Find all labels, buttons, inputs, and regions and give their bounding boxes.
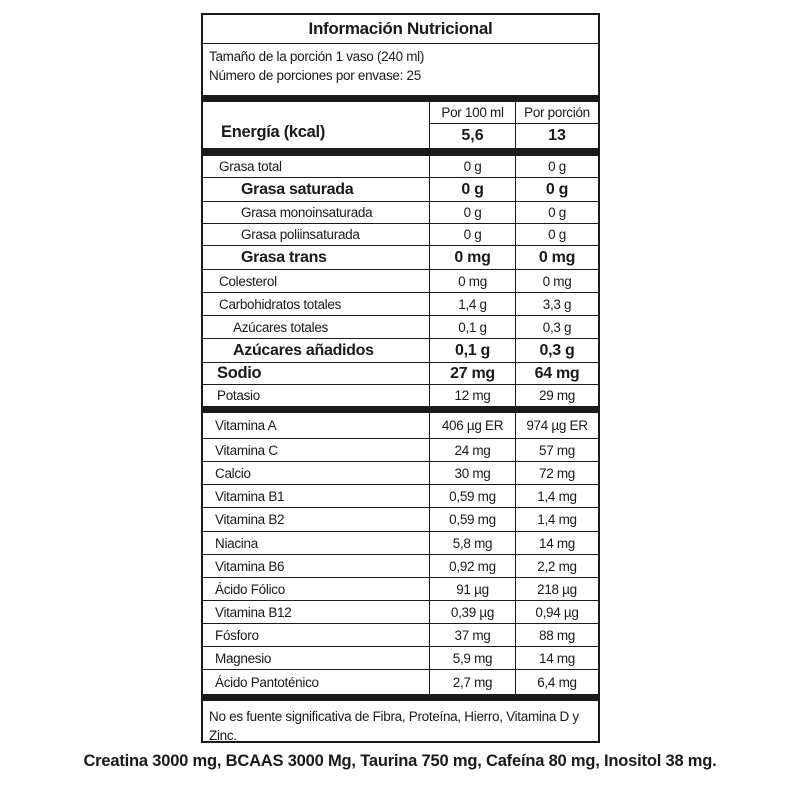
table-row <box>203 578 598 601</box>
vitamin-per-serving: 218 µg <box>515 578 598 600</box>
vitamin-label: Vitamina B1 <box>215 488 285 504</box>
nutrient-per100: 0,1 g <box>429 316 515 338</box>
vitamin-label: Vitamina B12 <box>215 604 292 620</box>
column-header-per100: Por 100 ml <box>430 102 515 124</box>
vitamin-per-serving: 6,4 mg <box>515 670 598 694</box>
nutrient-label: Grasa trans <box>241 248 327 266</box>
vitamin-label: Calcio <box>215 465 251 481</box>
serving-info <box>203 44 598 95</box>
vitamin-label: Ácido Fólico <box>215 581 285 597</box>
per100-column <box>429 102 515 148</box>
vitamin-label: Vitamina A <box>215 418 277 433</box>
vitamin-per100: 0,39 µg <box>429 601 515 623</box>
nutrient-per-serving: 0,3 g <box>515 316 598 338</box>
vitamin-per100: 0,59 mg <box>429 485 515 507</box>
vitamin-per-serving: 1,4 mg <box>515 508 598 531</box>
vitamin-per-serving: 2,2 mg <box>515 555 598 577</box>
vitamin-per100: 37 mg <box>429 624 515 646</box>
nutrient-per-serving: 29 mg <box>515 385 598 406</box>
serving-size: Tamaño de la porción 1 vaso (240 ml) <box>209 49 425 64</box>
table-row <box>203 202 598 224</box>
per-serving-column <box>515 102 598 148</box>
nutrient-per100: 1,4 g <box>429 293 515 315</box>
vitamin-label: Niacina <box>215 535 258 551</box>
table-row <box>203 413 598 439</box>
nutrient-label: Grasa total <box>219 159 282 174</box>
table-row <box>203 508 598 532</box>
energy-row <box>203 102 598 149</box>
table-row <box>203 293 598 316</box>
table-row <box>203 555 598 578</box>
table-row <box>203 316 598 339</box>
vitamin-per-serving: 14 mg <box>515 532 598 554</box>
vitamins-table <box>203 413 598 694</box>
nutrient-per100: 0 mg <box>429 246 515 269</box>
nutrient-label: Grasa poliinsaturada <box>241 227 360 242</box>
table-row <box>203 246 598 270</box>
table-row <box>203 532 598 555</box>
divider-bar <box>203 694 598 701</box>
table-row <box>203 270 598 293</box>
nutrient-label: Grasa monoinsaturada <box>241 205 373 220</box>
nutrient-per100: 0 g <box>429 202 515 223</box>
vitamin-per100: 406 µg ER <box>429 413 515 438</box>
nutrient-per-serving: 3,3 g <box>515 293 598 315</box>
energy-per100: 5,6 <box>461 127 484 144</box>
nutrient-per-serving: 0 g <box>515 156 598 177</box>
table-row <box>203 647 598 670</box>
nutrient-label: Carbohidratos totales <box>219 296 342 312</box>
column-header-per-serving: Por porción <box>516 102 598 124</box>
nutrient-label: Grasa saturada <box>241 180 354 198</box>
vitamin-label: Magnesio <box>215 650 272 666</box>
nutrients-table <box>203 156 598 406</box>
label-title: Información Nutricional <box>203 15 598 44</box>
nutrition-facts-label <box>201 13 600 743</box>
vitamin-per-serving: 0,94 µg <box>515 601 598 623</box>
divider-bar <box>203 95 598 102</box>
vitamin-per-serving: 14 mg <box>515 647 598 669</box>
nutrition-note: No es fuente significativa de Fibra, Proteína, Hierro, Vitamina D y Zinc. <box>209 709 579 743</box>
vitamin-per-serving: 57 mg <box>515 439 598 461</box>
divider-bar <box>203 406 598 413</box>
nutrient-per-serving: 64 mg <box>515 363 598 384</box>
nutrient-per-serving: 0 g <box>515 224 598 245</box>
nutrient-per100: 0 g <box>429 156 515 177</box>
nutrient-label: Azúcares añadidos <box>233 341 374 359</box>
table-row <box>203 670 598 694</box>
nutrient-label: Azúcares totales <box>233 319 328 335</box>
table-row <box>203 224 598 246</box>
vitamin-per-serving: 974 µg ER <box>515 413 598 438</box>
additional-ingredients: Creatina 3000 mg, BCAAS 3000 Mg, Taurina 750 mg, Cafeína 80 mg, Inositol 38 mg. <box>83 752 717 770</box>
table-row <box>203 385 598 406</box>
table-row <box>203 178 598 202</box>
nutrient-per100: 0 mg <box>429 270 515 292</box>
vitamin-per100: 5,9 mg <box>429 647 515 669</box>
vitamin-per100: 2,7 mg <box>429 670 515 694</box>
nutrient-per100: 27 mg <box>429 363 515 384</box>
nutrient-per-serving: 0,3 g <box>515 339 598 362</box>
table-row <box>203 439 598 462</box>
servings-per-container: Número de porciones por envase: 25 <box>209 68 421 83</box>
nutrient-per-serving: 0 g <box>515 178 598 201</box>
vitamin-per100: 5,8 mg <box>429 532 515 554</box>
nutrient-label: Colesterol <box>219 273 277 289</box>
vitamin-label: Vitamina B6 <box>215 558 285 574</box>
vitamin-label: Fósforo <box>215 627 259 643</box>
table-row <box>203 462 598 485</box>
table-row <box>203 363 598 385</box>
vitamin-label: Vitamina B2 <box>215 512 285 527</box>
vitamin-per100: 91 µg <box>429 578 515 600</box>
nutrient-per-serving: 0 g <box>515 202 598 223</box>
vitamin-per100: 24 mg <box>429 439 515 461</box>
vitamin-per-serving: 88 mg <box>515 624 598 646</box>
nutrient-per100: 0 g <box>429 178 515 201</box>
table-row <box>203 156 598 178</box>
energy-per-serving: 13 <box>548 127 566 144</box>
vitamin-per-serving: 72 mg <box>515 462 598 484</box>
nutrient-per100: 0 g <box>429 224 515 245</box>
vitamin-per100: 30 mg <box>429 462 515 484</box>
vitamin-label: Vitamina C <box>215 442 278 458</box>
table-row <box>203 339 598 363</box>
nutrient-per-serving: 0 mg <box>515 270 598 292</box>
vitamin-per100: 0,59 mg <box>429 508 515 531</box>
table-row <box>203 601 598 624</box>
table-row <box>203 624 598 647</box>
table-row <box>203 485 598 508</box>
divider-bar <box>203 149 598 156</box>
nutrient-per-serving: 0 mg <box>515 246 598 269</box>
nutrient-label: Sodio <box>217 364 262 382</box>
vitamin-per-serving: 1,4 mg <box>515 485 598 507</box>
vitamin-per100: 0,92 mg <box>429 555 515 577</box>
nutrient-per100: 12 mg <box>429 385 515 406</box>
nutrient-per100: 0,1 g <box>429 339 515 362</box>
vitamin-label: Ácido Pantoténico <box>215 674 319 690</box>
nutrient-label: Potasio <box>217 388 260 403</box>
energy-label: Energía (kcal) <box>221 123 326 141</box>
